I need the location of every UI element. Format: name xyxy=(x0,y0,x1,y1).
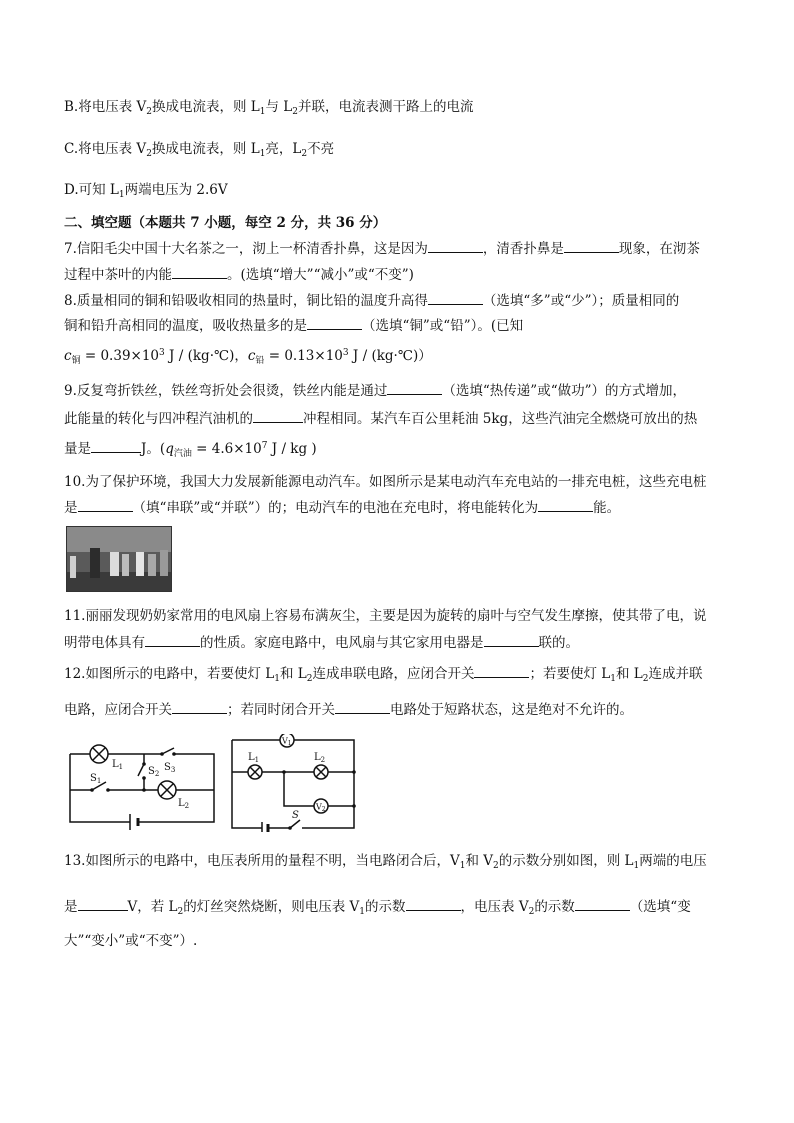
q11-line2: 明带电体具有 的性质。家庭电路中，电风扇与其它家用电器是 联的。 xyxy=(64,635,579,651)
answer-blank[interactable] xyxy=(78,498,133,512)
q8-formula: $c_铜 = 0.39\times 10^3$ J / (kg·℃)，$c_铅 = 0.13\times 10^3$ J / (kg·℃)） xyxy=(64,348,432,366)
q11-line1: 11.丽丽发现奶奶家常用的电风扇上容易布满灰尘，主要是因为旋转的扇叶与空气发生摩擦，使其带了电，说 xyxy=(64,608,707,624)
answer-blank[interactable] xyxy=(428,291,483,305)
q9-line1: 9.反复弯折铁丝，铁丝弯折处会很烫，铁丝内能是通过 （选填“热传递”或“做功”）的方式增加， xyxy=(64,383,686,399)
section-title: 二、填空题（本题共 7 小题，每空 2 分，共 36 分） xyxy=(64,215,387,231)
answer-blank[interactable] xyxy=(78,897,128,911)
label-l1: $L_1$ xyxy=(112,759,124,771)
q8-line1: 8.质量相同的铜和铅吸收相同的热量时，铜比铅的温度升高得 （选填“多”或“少”）；质量相同的 xyxy=(64,293,680,309)
answer-blank[interactable] xyxy=(307,316,362,330)
q12-line2: 电路，应闭合开关 ；若同时闭合开关 电路处于短路状态，这是绝对不允许的。 xyxy=(64,702,633,718)
label-s2: $S_2$ xyxy=(148,766,160,778)
option-c: C.将电压表 $V_2$换成电流表，则 $L_1$亮，$L_2$不亮 xyxy=(64,141,335,159)
q9-line3: 量是 J。($q_{汽油} = 4.6\times 10^7$ J / kg ) xyxy=(64,441,317,459)
label-s1: $S_1$ xyxy=(90,773,102,785)
label-s3: $S_3$ xyxy=(164,762,176,774)
label-l2: $L_2$ xyxy=(178,798,190,810)
meter-v2: V2 xyxy=(316,802,326,813)
answer-blank[interactable] xyxy=(406,897,461,911)
label-l1: $L_1$ xyxy=(248,752,260,764)
meter-v1: V1 xyxy=(282,736,292,747)
answer-blank[interactable] xyxy=(428,239,483,253)
q10-line2: 是 （填“串联”或“并联”）的；电动汽车的电池在充电时，将电能转化为 能。 xyxy=(64,500,621,516)
q10-line1: 10.为了保护环境，我国大力发展新能源电动汽车。如图所示是某电动汽车充电站的一排充电桩，这些充电桩 xyxy=(64,474,707,490)
q13-line3: 大”“变小”或“不变”）. xyxy=(64,933,198,949)
q7-line2: 过程中茶叶的内能 。(选填“增大”“减小”或“不变”) xyxy=(64,267,414,283)
q13-line2: 是 V，若 $L_2$的灯丝突然烧断，则电压表 $V_1$的示数 ，电压表 $V_2$的示数 （选填“变 xyxy=(64,899,691,917)
answer-blank[interactable] xyxy=(145,633,200,647)
answer-blank[interactable] xyxy=(484,633,539,647)
answer-blank[interactable] xyxy=(564,239,619,253)
answer-blank[interactable] xyxy=(575,897,630,911)
answer-blank[interactable] xyxy=(538,498,593,512)
q8-line2: 铜和铅升高相同的温度，吸收热量多的是 （选填“铜”或“铅”）。(已知 xyxy=(64,318,524,334)
answer-blank[interactable] xyxy=(335,700,390,714)
answer-blank[interactable] xyxy=(474,664,529,678)
answer-blank[interactable] xyxy=(172,700,227,714)
answer-blank[interactable] xyxy=(172,265,227,279)
circuit-diagram-1 xyxy=(66,734,218,832)
answer-blank[interactable] xyxy=(253,409,303,423)
q13-line1: 13.如图所示的电路中，电压表所用的量程不明，当电路闭合后，$V_1$和 $V_2$的示数分别如图，则 $L_1$两端的电压 xyxy=(64,853,707,871)
q9-line2: 此能量的转化与四冲程汽油机的 冲程相同。某汽车百公里耗油 5kg，这些汽油完全燃烧可放出的热 xyxy=(64,411,698,427)
answer-blank[interactable] xyxy=(91,439,141,453)
label-s: S xyxy=(292,810,299,821)
option-b: B.将电压表 $V_2$换成电流表，则 $L_1$与 $L_2$并联，电流表测干路上的电流 xyxy=(64,99,474,117)
label-l2: $L_2$ xyxy=(314,752,326,764)
q7-line1: 7.信阳毛尖中国十大名茶之一，沏上一杯清香扑鼻，这是因为 ，清香扑鼻是 现象，在沏茶 xyxy=(64,241,700,257)
q12-line1: 12.如图所示的电路中，若要使灯 $L_1$和 $L_2$连成串联电路，应闭合开关 ；若要使灯 $L_1$和 $L_2$连成并联 xyxy=(64,666,703,684)
option-d: D.可知 $L_1$两端电压为 2.6V xyxy=(64,182,228,200)
charging-station-photo xyxy=(66,526,172,592)
answer-blank[interactable] xyxy=(387,381,442,395)
circuit-diagram-2 xyxy=(228,734,358,832)
